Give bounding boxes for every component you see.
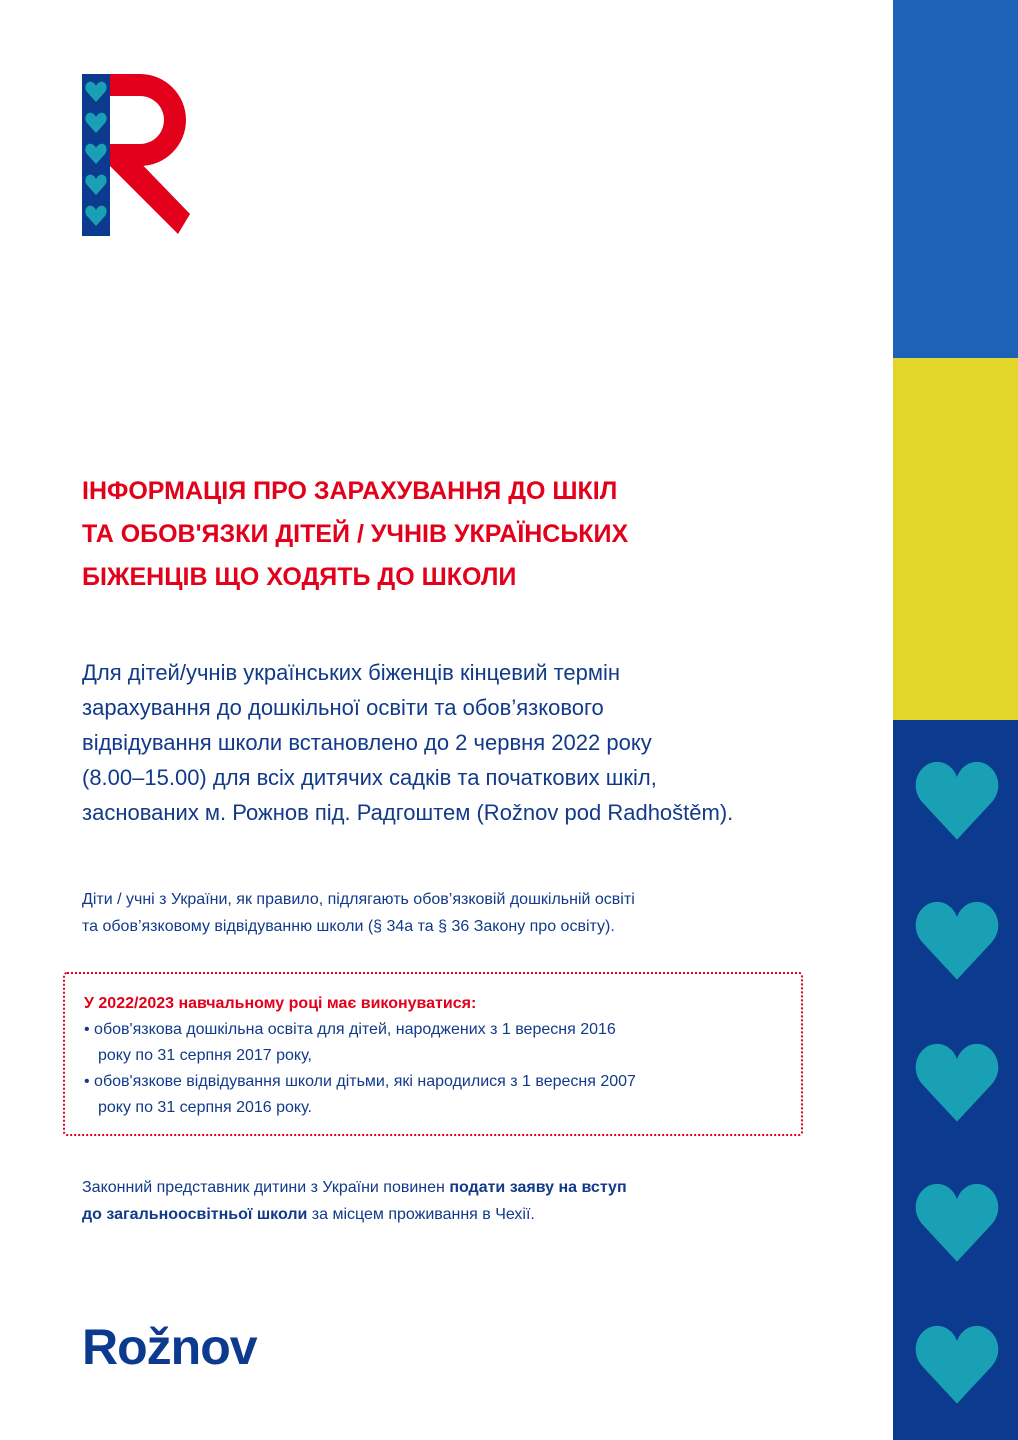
page-title [82, 470, 628, 599]
lead-paragraph [82, 655, 733, 830]
lead-line: заснованих м. Рожнов під. Радгоштем (Rožnov pod Radhoštěm). [82, 800, 734, 825]
lead-line: зарахування до дошкільної освіти та обов’язкового [82, 695, 604, 720]
requirements-heading: У 2022/2023 навчальному році має виконуватися: [84, 995, 477, 1012]
note-line: та обов’язковому відвідуванню школи (§ 34а та § 36 Закону про освіту). [82, 918, 615, 935]
flag-stripe-yellow [893, 358, 1018, 720]
list-item-line: • обов'язкове відвідування школи дітьми, які народилися з 1 вересня 2007 [84, 1073, 636, 1090]
lead-line: (8.00–15.00) для всіх дитячих садків та початкових шкіл, [82, 765, 657, 790]
list-item [84, 1069, 801, 1121]
list-item-line: • обов'язкова дошкільна освіта для дітей, народжених з 1 вересня 2016 [84, 1021, 616, 1038]
roznov-r-logo [82, 74, 192, 236]
title-line: БІЖЕНЦІВ ЩО ХОДЯТЬ ДО ШКОЛИ [82, 563, 517, 591]
note-paragraph [82, 886, 635, 940]
footer-paragraph [82, 1174, 627, 1228]
list-item [84, 1017, 801, 1069]
note-line: Діти / учні з України, як правило, підлягають обов’язковій дошкільній освіті [82, 891, 635, 908]
lead-line: Для дітей/учнів українських біженців кінцевий термін [82, 660, 621, 685]
heart-icon [913, 756, 1001, 844]
footer-text: Законний представник дитини з України повинен [82, 1179, 450, 1196]
footer-bold-text: до загальноосвітньої школи [82, 1206, 308, 1223]
roznov-wordmark-logo: Rožnov [82, 1319, 257, 1375]
footer-bold-text: подати заяву на вступ [449, 1179, 627, 1196]
flag-stripe-blue [893, 0, 1018, 358]
heart-icon [913, 1038, 1001, 1126]
footer-text: за місцем проживання в Чехії. [307, 1206, 535, 1223]
list-item-line: року по 31 серпня 2016 року. [98, 1099, 312, 1116]
title-line: ІНФОРМАЦІЯ ПРО ЗАРАХУВАННЯ ДО ШКІЛ [82, 477, 618, 505]
heart-icon [913, 1320, 1001, 1408]
heart-icon [913, 1178, 1001, 1266]
title-line: ТА ОБОВ'ЯЗКИ ДІТЕЙ / УЧНІВ УКРАЇНСЬКИХ [82, 520, 629, 548]
requirements-box [63, 972, 803, 1136]
heart-icon [913, 896, 1001, 984]
lead-line: відвідування школи встановлено до 2 червня 2022 року [82, 730, 652, 755]
list-item-line: року по 31 серпня 2017 року, [98, 1047, 312, 1064]
